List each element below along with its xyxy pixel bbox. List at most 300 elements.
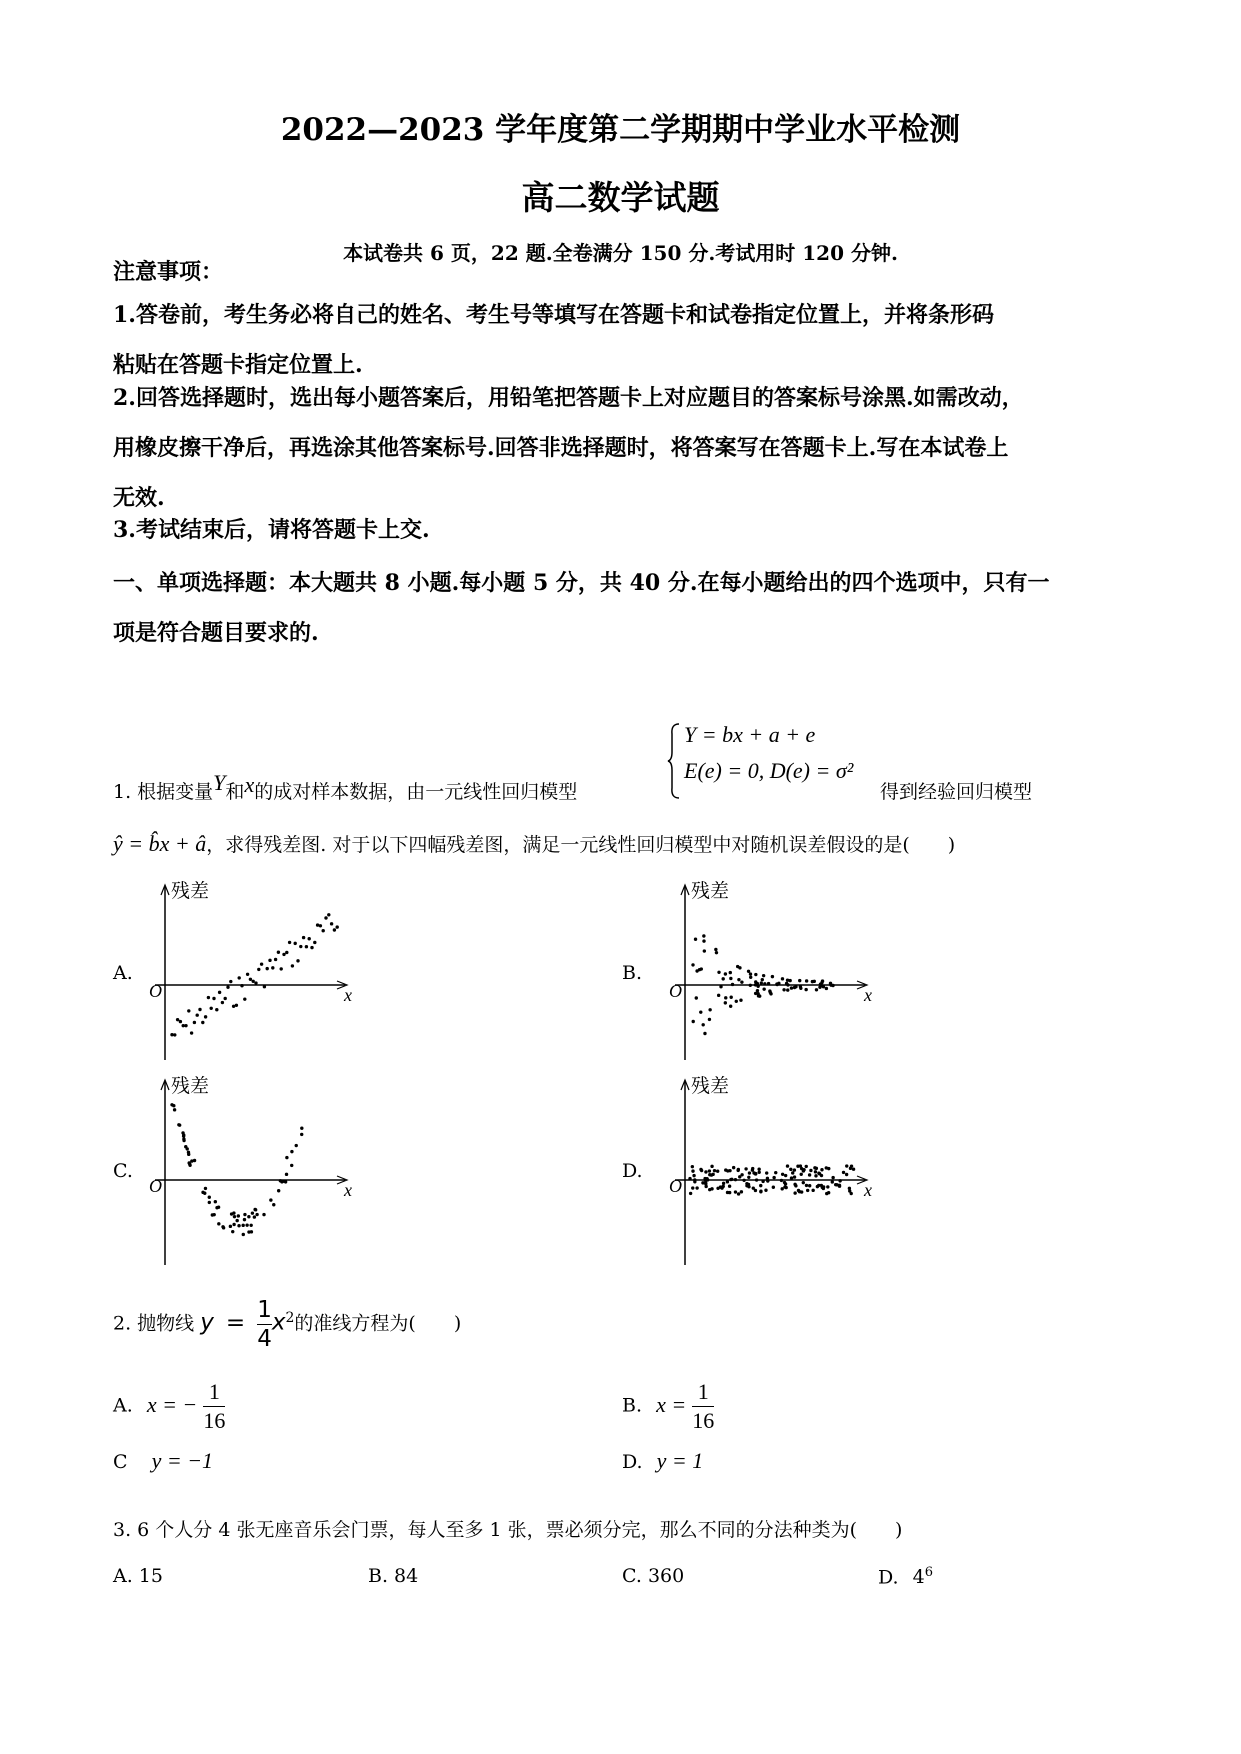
- residual-plot-d: [660, 1070, 920, 1270]
- residual-point: [732, 1166, 735, 1169]
- residual-point: [772, 1176, 775, 1179]
- x-axis-label: x: [864, 985, 872, 1005]
- residual-point: [786, 1164, 789, 1167]
- residual-point: [793, 1191, 796, 1194]
- residual-point: [761, 978, 764, 981]
- residual-point: [695, 996, 698, 999]
- residual-point: [802, 1181, 805, 1184]
- residual-point: [271, 966, 274, 969]
- residual-point: [277, 1189, 280, 1192]
- residual-point: [187, 1151, 190, 1154]
- q3-option-d: [878, 1565, 933, 1588]
- residual-point: [295, 1144, 298, 1147]
- residual-point: [336, 925, 339, 928]
- residual-point: [756, 989, 759, 992]
- residual-point: [701, 1181, 704, 1184]
- residual-point: [333, 928, 336, 931]
- residual-point: [845, 1173, 848, 1176]
- residual-point: [786, 988, 789, 991]
- residual-point: [805, 1165, 808, 1168]
- residual-point: [806, 1189, 809, 1192]
- residual-point: [845, 1164, 848, 1167]
- residual-point: [729, 1005, 732, 1008]
- residual-point: [182, 1139, 185, 1142]
- residual-point: [172, 1104, 175, 1107]
- residual-point: [708, 1008, 711, 1011]
- residual-point: [808, 1184, 811, 1187]
- q2-fraction: [257, 1296, 272, 1353]
- residual-point: [310, 946, 313, 949]
- residual-point: [233, 1215, 236, 1218]
- residual-plot-b: [660, 875, 920, 1065]
- residual-point: [769, 992, 772, 995]
- residual-point: [703, 1032, 706, 1035]
- residual-point: [272, 1203, 275, 1206]
- residual-point: [814, 1174, 817, 1177]
- residual-point: [815, 988, 818, 991]
- q2-eq: =: [225, 1309, 246, 1336]
- residual-point: [695, 969, 698, 972]
- q2-option-a-num: 1: [203, 1378, 225, 1407]
- residual-point: [285, 951, 288, 954]
- y-axis-label: 残差: [691, 1076, 730, 1097]
- q2-option-a-fraction: [203, 1378, 225, 1435]
- section-1-heading: [113, 558, 1133, 658]
- residual-point: [838, 1179, 841, 1182]
- residual-point: [800, 1173, 803, 1176]
- residual-point: [794, 1184, 797, 1187]
- residual-point: [754, 1189, 757, 1192]
- residual-point: [791, 1171, 794, 1174]
- residual-point: [808, 1173, 811, 1176]
- residual-point: [754, 973, 757, 976]
- residual-point: [190, 1031, 193, 1034]
- residual-point: [204, 1187, 207, 1190]
- x-axis-label: x: [864, 1180, 872, 1200]
- residual-point: [781, 1173, 784, 1176]
- residual-point: [266, 967, 269, 970]
- x-axis-label: x: [344, 1180, 352, 1200]
- q3-stem: 3. 6 个人分 4 张无座音乐会门票，每人至多 1 张，票必须分完，那么不同的分法种类为( ): [113, 1519, 903, 1541]
- residual-point: [252, 980, 255, 983]
- residual-point: [285, 1156, 288, 1159]
- residual-point: [757, 1168, 760, 1171]
- residual-point: [212, 997, 215, 1000]
- residual-point: [760, 981, 763, 984]
- residual-point: [728, 1169, 731, 1172]
- residual-point: [729, 971, 732, 974]
- residual-point: [729, 977, 732, 980]
- residual-point: [820, 984, 823, 987]
- residual-point: [762, 987, 765, 990]
- residual-point: [742, 1179, 745, 1182]
- residual-point: [702, 934, 705, 937]
- residual-point: [217, 1222, 220, 1225]
- residual-point: [793, 1168, 796, 1171]
- notice-item-2-line-3: 无效.: [113, 485, 165, 511]
- q2-prefix: 2. 抛物线: [113, 1312, 195, 1335]
- q2-suffix: 的准线方程为( ): [294, 1312, 462, 1335]
- residual-point: [214, 1200, 217, 1203]
- residual-point: [232, 1211, 235, 1214]
- residual-point: [739, 999, 742, 1002]
- residual-point: [799, 1164, 802, 1167]
- residual-point: [788, 979, 791, 982]
- residual-point: [747, 1176, 750, 1179]
- residual-point: [831, 1180, 834, 1183]
- q1-option-c-label: C.: [113, 1160, 133, 1182]
- origin-label: O: [669, 981, 682, 1001]
- residual-point: [253, 1215, 256, 1218]
- residual-point: [802, 1168, 805, 1171]
- q3-option-a: A. 15: [113, 1565, 163, 1587]
- notice-item-3: 3.考试结束后，请将答题卡上交.: [113, 517, 430, 543]
- residual-point: [173, 1033, 176, 1036]
- residual-point: [710, 1165, 713, 1168]
- notice-heading: 注意事项：: [113, 259, 224, 285]
- residual-point: [203, 1192, 206, 1195]
- residual-point: [749, 972, 752, 975]
- q2-option-b-fraction: [692, 1378, 714, 1435]
- q2-option-d-expr: y = 1: [656, 1448, 704, 1473]
- residual-point: [825, 987, 828, 990]
- residual-point: [744, 1167, 747, 1170]
- q1-prefix: 1. 根据变量: [113, 781, 214, 803]
- residual-point: [765, 1171, 768, 1174]
- q1-option-a-label: A.: [113, 962, 133, 984]
- residual-point: [251, 1211, 254, 1214]
- notice-item-2: [113, 373, 1133, 523]
- residual-point: [708, 1018, 711, 1021]
- q2-option-a-lhs: x = −: [146, 1391, 198, 1417]
- residual-point: [327, 913, 330, 916]
- origin-label: O: [669, 1176, 682, 1196]
- residual-point: [208, 1201, 211, 1204]
- residual-point: [785, 982, 788, 985]
- residual-point: [229, 1225, 232, 1228]
- residual-point: [805, 1184, 808, 1187]
- q1-stem-continuation: ，求得残差图. 对于以下四幅残差图，满足一元线性回归模型中对随机误差假设的是( ): [206, 834, 956, 856]
- residual-point: [734, 1178, 737, 1181]
- residual-point: [756, 985, 759, 988]
- residual-point: [693, 1180, 696, 1183]
- residual-point: [789, 1168, 792, 1171]
- residual-point: [284, 1180, 287, 1183]
- residual-point: [850, 1192, 853, 1195]
- residual-point: [771, 975, 774, 978]
- residual-point: [794, 985, 797, 988]
- residual-point: [268, 959, 271, 962]
- residual-point: [692, 1020, 695, 1023]
- residual-point: [838, 1184, 841, 1187]
- residual-point: [755, 1178, 758, 1181]
- y-axis-label: 残差: [691, 881, 730, 902]
- residual-point: [212, 1213, 215, 1216]
- residual-point: [291, 964, 294, 967]
- residual-point: [302, 936, 305, 939]
- residual-point: [790, 1176, 793, 1179]
- residual-point: [754, 1172, 757, 1175]
- residual-point: [702, 939, 705, 942]
- q3-option-d-base: 4: [912, 1566, 925, 1589]
- residual-point: [730, 996, 733, 999]
- residual-point: [722, 1182, 725, 1185]
- q3-option-d-label: D.: [878, 1566, 899, 1589]
- residual-point: [714, 948, 717, 951]
- residual-point: [207, 996, 210, 999]
- residual-point: [242, 1233, 245, 1236]
- q3-option-d-exponent: 6: [924, 1565, 934, 1580]
- residual-point: [237, 1214, 240, 1217]
- residual-point: [724, 972, 727, 975]
- residual-point: [190, 1159, 193, 1162]
- q1-stem-line-1: [113, 770, 578, 804]
- residual-point: [253, 1208, 256, 1211]
- residual-point: [274, 958, 277, 961]
- origin-label: O: [149, 981, 162, 1001]
- residual-point: [184, 1145, 187, 1148]
- residual-point: [713, 1169, 716, 1172]
- residual-plot-a: [140, 875, 400, 1065]
- y-axis-label: 残差: [171, 1076, 210, 1097]
- residual-point: [763, 982, 766, 985]
- residual-point: [235, 1219, 238, 1222]
- q1-model-line-1: Y = bx + a + e: [684, 722, 816, 747]
- q2-exponent: 2: [285, 1310, 295, 1327]
- q2-x: x: [271, 1309, 286, 1336]
- residual-point: [240, 984, 243, 987]
- q3-option-b: B. 84: [368, 1565, 419, 1587]
- residual-point: [241, 1224, 244, 1227]
- residual-point: [296, 959, 299, 962]
- q2-option-a-den: 16: [203, 1408, 226, 1433]
- residual-point: [737, 978, 740, 981]
- residual-point: [246, 973, 249, 976]
- q2-option-b-lhs: x =: [656, 1391, 687, 1417]
- residual-point: [721, 977, 724, 980]
- residual-point: [208, 1196, 211, 1199]
- residual-point: [299, 945, 302, 948]
- residual-point: [226, 986, 229, 989]
- q1-suffix: 得到经验回归模型: [880, 781, 1033, 803]
- residual-point: [308, 937, 311, 940]
- residual-point: [826, 1185, 829, 1188]
- q1-and: 和: [225, 781, 245, 803]
- residual-point: [277, 951, 280, 954]
- q2-option-c: [113, 1448, 213, 1474]
- residual-point: [187, 1009, 190, 1012]
- residual-point: [260, 962, 263, 965]
- q2-option-c-label: C: [113, 1451, 128, 1473]
- residual-point: [790, 986, 793, 989]
- q2-frac-num: 1: [257, 1297, 272, 1323]
- residual-point: [762, 974, 765, 977]
- exam-subtitle: 高二数学试题: [521, 178, 720, 217]
- residual-point: [784, 1182, 787, 1185]
- q2-y: y: [200, 1309, 214, 1336]
- residual-point: [176, 1018, 179, 1021]
- residual-point: [215, 1206, 218, 1209]
- exam-meta: 本试卷共 6 页，22 题.全卷满分 150 分.考试用时 120 分钟.: [343, 241, 898, 265]
- residual-point: [780, 1179, 783, 1182]
- q1-option-b-label: B.: [622, 962, 643, 984]
- residual-point: [235, 1004, 238, 1007]
- residual-point: [784, 1174, 787, 1177]
- residual-point: [188, 1163, 191, 1166]
- residual-point: [798, 979, 801, 982]
- q2-frac-den: 4: [257, 1326, 272, 1352]
- residual-point: [324, 916, 327, 919]
- residual-point: [282, 953, 285, 956]
- residual-point: [688, 1177, 691, 1180]
- residual-point: [799, 987, 802, 990]
- residual-point: [218, 991, 221, 994]
- residual-point: [255, 1213, 258, 1216]
- residual-point: [726, 1191, 729, 1194]
- residual-point: [305, 945, 308, 948]
- residual-point: [231, 1230, 234, 1233]
- residual-point: [804, 988, 807, 991]
- residual-point: [294, 942, 297, 945]
- residual-point: [701, 1023, 704, 1026]
- residual-plot-c: [140, 1070, 400, 1270]
- residual-point: [849, 1167, 852, 1170]
- residual-point: [708, 1173, 711, 1176]
- residual-point: [692, 1174, 695, 1177]
- q1-mid: 的成对样本数据，由一元线性回归模型: [254, 781, 578, 803]
- residual-point: [290, 1150, 293, 1153]
- residual-point: [704, 1170, 707, 1173]
- residual-point: [322, 929, 325, 932]
- residual-point: [232, 1223, 235, 1226]
- residual-point: [827, 1191, 830, 1194]
- residual-point: [715, 951, 718, 954]
- residual-point: [754, 980, 757, 983]
- residual-point: [691, 1169, 694, 1172]
- q2-option-b-label: B.: [622, 1394, 643, 1417]
- residual-point: [783, 1185, 786, 1188]
- q1-var-x: x: [244, 772, 255, 797]
- residual-point: [263, 985, 266, 988]
- residual-point: [842, 1171, 845, 1174]
- residual-point: [805, 979, 808, 982]
- residual-point: [313, 941, 316, 944]
- residual-point: [814, 1170, 817, 1173]
- residual-point: [711, 1173, 714, 1176]
- q2-option-b: [622, 1378, 714, 1435]
- residual-point: [330, 922, 333, 925]
- residual-point: [821, 979, 824, 982]
- residual-point: [811, 1189, 814, 1192]
- residual-point: [288, 941, 291, 944]
- residual-point: [704, 1185, 707, 1188]
- residual-point: [761, 1180, 764, 1183]
- residual-point: [751, 1168, 754, 1171]
- residual-point: [820, 1184, 823, 1187]
- residual-point: [728, 1185, 731, 1188]
- residual-point: [201, 1021, 204, 1024]
- section-1-line-1: 一、单项选择题：本大题共 8 小题.每小题 5 分，共 40 分.在每小题给出的四个选项中，只有一: [113, 570, 1050, 596]
- residual-point: [245, 1223, 248, 1226]
- residual-point: [179, 1020, 182, 1023]
- residual-point: [215, 1008, 218, 1011]
- residual-point: [764, 1189, 767, 1192]
- residual-point: [717, 971, 720, 974]
- residual-point: [699, 1168, 702, 1171]
- residual-point: [237, 1224, 240, 1227]
- residual-point: [825, 1166, 828, 1169]
- residual-point: [748, 1171, 751, 1174]
- residual-point: [247, 1215, 250, 1218]
- residual-point: [820, 1168, 823, 1171]
- residual-point: [781, 977, 784, 980]
- residual-point: [285, 1173, 288, 1176]
- brace-icon: [667, 722, 681, 800]
- residual-point: [695, 1186, 698, 1189]
- residual-point: [243, 1218, 246, 1221]
- residual-point: [724, 1168, 727, 1171]
- residual-point: [694, 938, 697, 941]
- section-1-line-2: 项是符合题目要求的.: [113, 620, 319, 646]
- residual-point: [724, 996, 727, 999]
- residual-point: [737, 1192, 740, 1195]
- residual-point: [815, 1167, 818, 1170]
- residual-point: [210, 1007, 213, 1010]
- residual-point: [758, 994, 761, 997]
- residual-point: [249, 978, 252, 981]
- residual-point: [691, 963, 694, 966]
- residual-point: [738, 966, 741, 969]
- exam-title: 2022—2023 学年度第二学期期中学业水平检测: [280, 112, 961, 148]
- origin-label: O: [149, 1176, 162, 1196]
- residual-point: [184, 1024, 187, 1027]
- q2-option-b-num: 1: [692, 1378, 714, 1407]
- residual-point: [257, 968, 260, 971]
- residual-point: [708, 1169, 711, 1172]
- q2-option-a-label: A.: [113, 1394, 133, 1417]
- residual-point: [734, 1190, 737, 1193]
- residual-point: [689, 1192, 692, 1195]
- residual-point: [797, 1189, 800, 1192]
- x-axis-label: x: [344, 985, 352, 1005]
- residual-point: [262, 1213, 265, 1216]
- notice-item-2-line-1: 2.回答选择题时，选出每小题答案后，用铅笔把答题卡上对应题目的答案标号涂黑.如需改动，: [113, 385, 1024, 411]
- residual-point: [229, 980, 232, 983]
- residual-point: [224, 997, 227, 1000]
- residual-point: [759, 1184, 762, 1187]
- residual-point: [818, 1172, 821, 1175]
- residual-point: [729, 1178, 732, 1181]
- residual-point: [740, 1190, 743, 1193]
- q1-model-brace: [667, 722, 681, 804]
- residual-point: [249, 1224, 252, 1227]
- residual-point: [735, 1000, 738, 1003]
- residual-point: [280, 1180, 283, 1183]
- residual-point: [717, 994, 720, 997]
- residual-point: [300, 1133, 303, 1136]
- residual-point: [238, 976, 241, 979]
- residual-point: [181, 1131, 184, 1134]
- residual-point: [829, 983, 832, 986]
- residual-point: [758, 1171, 761, 1174]
- q3-option-c: C. 360: [622, 1565, 685, 1587]
- residual-point: [831, 1176, 834, 1179]
- residual-point: [196, 1013, 199, 1016]
- q1-stem-line-2: [113, 830, 955, 857]
- residual-point: [724, 1001, 727, 1004]
- q1-model-line-2: E(e) = 0, D(e) = σ²: [684, 758, 854, 783]
- q1-fitted-model: ŷ = b̂x + â: [113, 831, 207, 856]
